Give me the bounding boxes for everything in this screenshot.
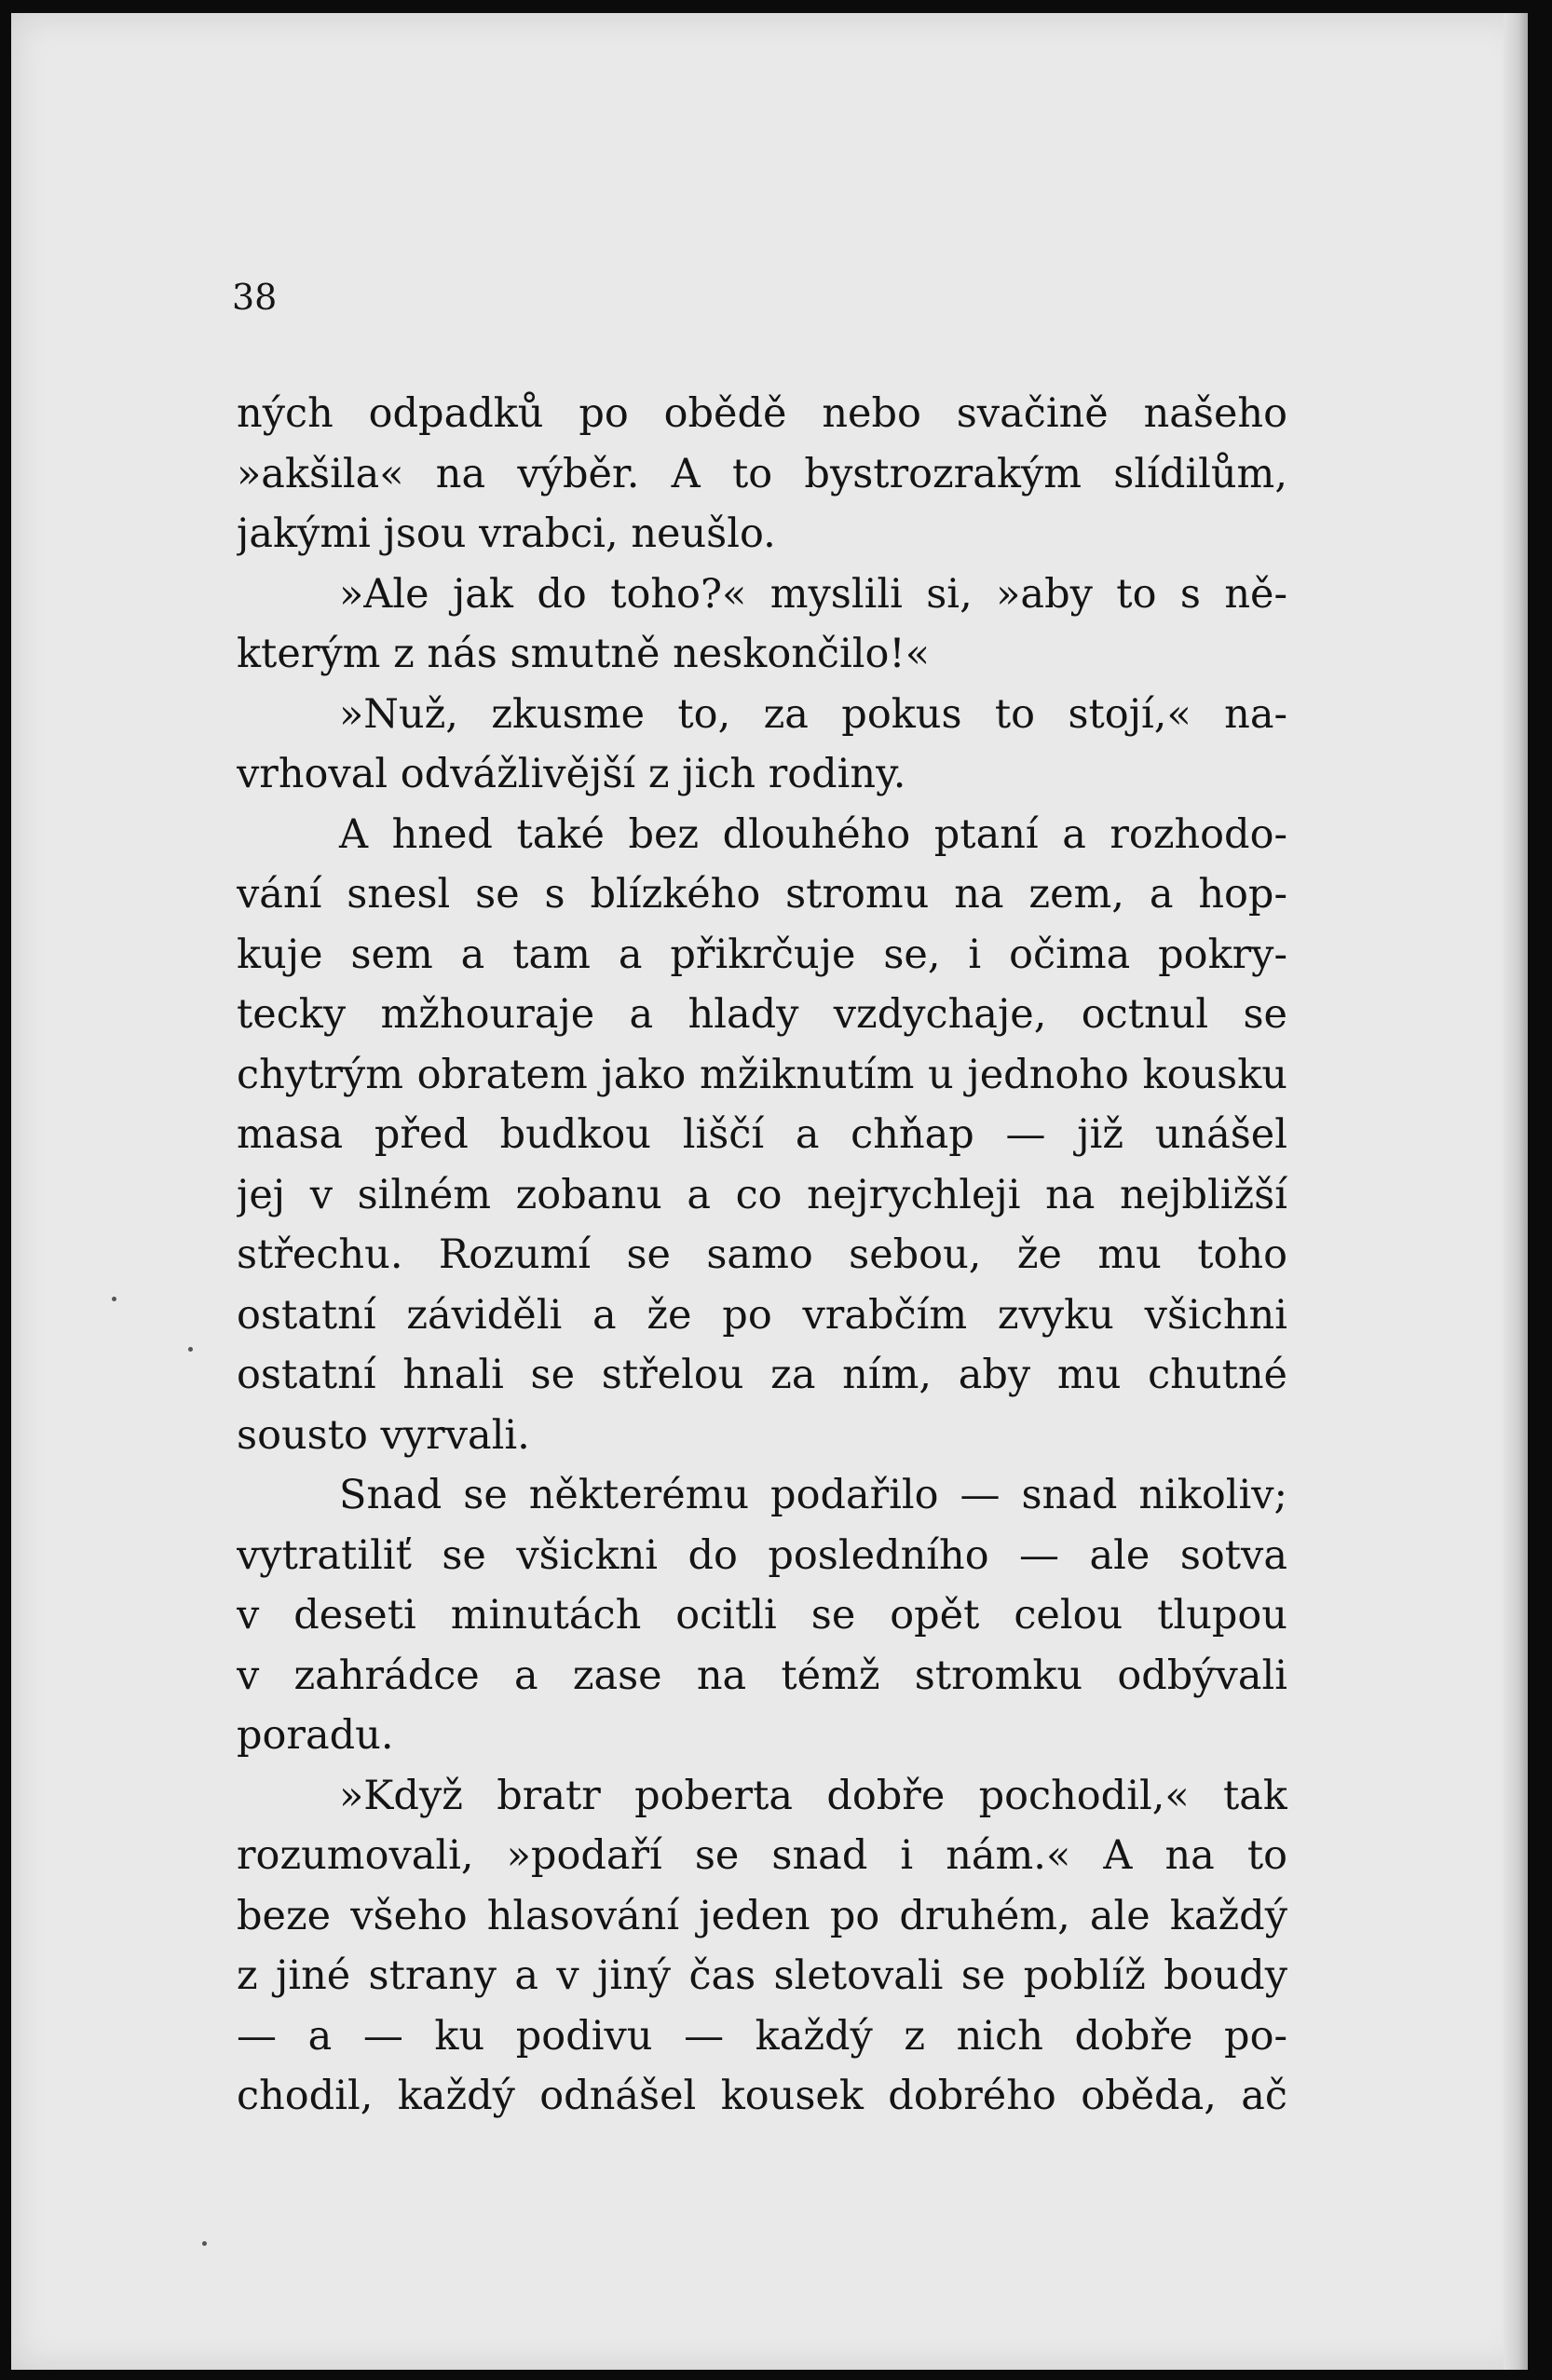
text-line-11: tecky mžhouraje a hlady vzdychaje, octnul se: [237, 991, 1287, 1038]
text-line-29: chodil, každý odnášel kousek dobrého oběda, ač: [237, 2073, 1287, 2119]
text-line-12: chytrým obratem jako mžiknutím u jednoho kousku: [237, 1051, 1287, 1098]
book-page: [11, 13, 1528, 2370]
text-line-22: v zahrádce a zase na témž stromku odbývali: [237, 1652, 1287, 1699]
page-edge-shadow: [1504, 13, 1528, 2370]
text-line-10: kuje sem a tam a přikrčuje se, i očima pokry-: [237, 931, 1287, 978]
text-line-24: »Když bratr poberta dobře pochodil,« tak: [339, 1772, 1287, 1819]
text-line-28: — a — ku podivu — každý z nich dobře po-: [237, 2012, 1287, 2060]
text-line-21: v deseti minutách ocitli se opět celou tlupou: [237, 1592, 1287, 1639]
text-line-9: vání snesl se s blízkého stromu na zem, a hop-: [237, 871, 1287, 918]
text-line-17: ostatní hnali se střelou za ním, aby mu chutné: [237, 1352, 1287, 1398]
body-text: [237, 384, 1287, 2127]
text-line-19: Snad se některému podařilo — snad nikoliv;: [339, 1472, 1287, 1518]
text-line-26: beze všeho hlasování jeden po druhém, ale každý: [237, 1892, 1287, 1939]
text-line-3: jakými jsou vrabci, neušlo.: [237, 510, 776, 557]
text-line-25: rozumovali, »podaří se snad i nám.« A na to: [237, 1832, 1287, 1879]
text-line-16: ostatní záviděli a že po vrabčím zvyku všichni: [237, 1291, 1287, 1339]
text-line-8: A hned také bez dlouhého ptaní a rozhodo-: [339, 810, 1287, 858]
paper-speck: [112, 1297, 116, 1301]
paper-speck: [188, 1347, 193, 1352]
text-line-20: vytratiliť se všickni do posledního — ale sotva: [237, 1531, 1287, 1579]
paper-speck: [202, 2241, 207, 2246]
text-line-23: poradu.: [237, 1712, 394, 1759]
text-line-4: »Ale jak do toho?« myslili si, »aby to s ně-: [339, 570, 1287, 618]
text-line-2: »akšila« na výběr. A to bystrozrakým slídilům,: [237, 450, 1287, 497]
text-line-13: masa před budkou liščí a chňap — již unášel: [237, 1111, 1287, 1158]
text-line-1: ných odpadků po obědě nebo svačině našeho: [237, 390, 1287, 437]
page-number: 38: [232, 277, 278, 318]
text-line-6: »Nuž, zkusme to, za pokus to stojí,« na-: [339, 690, 1287, 738]
text-line-7: vrhoval odvážlivější z jich rodiny.: [237, 751, 906, 797]
text-line-15: střechu. Rozumí se samo sebou, že mu toho: [237, 1231, 1287, 1278]
text-line-14: jej v silném zobanu a co nejrychleji na nejbližší: [237, 1171, 1287, 1218]
text-line-18: sousto vyrvali.: [237, 1411, 530, 1459]
text-line-5: kterým z nás smutně neskončilo!«: [237, 631, 930, 677]
text-line-27: z jiné strany a v jiný čas sletovali se poblíž boudy: [237, 1952, 1287, 1999]
